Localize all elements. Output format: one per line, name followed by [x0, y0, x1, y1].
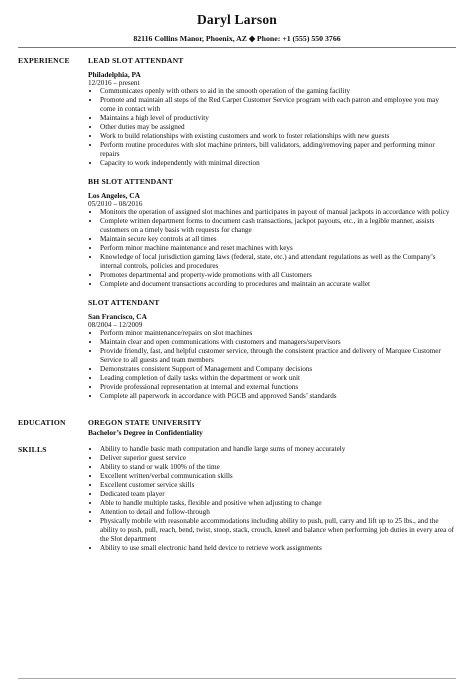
header-divider — [18, 47, 456, 48]
job-bullet: • Promotes departmental and property-wide promotions with all Customers — [100, 271, 456, 280]
section-title-education: EDUCATION — [18, 418, 66, 427]
education-school: OREGON STATE UNIVERSITY — [88, 418, 202, 427]
education-degree: Bachelor’s Degree in Confidentiality — [88, 428, 203, 437]
job-bullet: • Provide friendly, fast, and helpful customer service, through the consistent practice and delivery of Marquee Customer Service to all guests and team members — [100, 347, 456, 365]
skill-item: • Able to handle multiple tasks, flexible and positive when adjusting to change — [100, 499, 456, 508]
job-bullet: • Maintain clear and open communications with customers and managers/supervisors — [100, 338, 456, 347]
job-bullet: • Capacity to work independently with minimal direction — [100, 159, 456, 168]
job-bullet: • Demonstrates consistent Support of Management and Company decisions — [100, 365, 456, 374]
job-bullet: • Complete written department forms to document cash transactions, jackpot payouts, etc., in a legible manner, assists customers on a timely basis with requests for change — [100, 217, 456, 235]
contact-line: 82116 Collins Manor, Phoenix, AZ ◆ Phone: +1 (555) 550 3766 — [133, 34, 341, 43]
skills-list — [88, 445, 456, 553]
job-bullet-list — [88, 329, 456, 401]
job-bullet: • Other duties may be assigned — [100, 123, 456, 132]
skill-item: • Dedicated team player — [100, 490, 456, 499]
experience-section — [18, 56, 456, 410]
education-section — [18, 418, 456, 437]
job-dates: 05/2010 – 08/2016 — [88, 200, 143, 208]
job-title: SLOT ATTENDANT — [88, 298, 160, 307]
skill-item: • Ability to handle basic math computation and handle large sums of money accurately — [100, 445, 456, 454]
skill-item: • Physically mobile with reasonable accommodations including ability to push, pull, carry and lift up to 25 lbs., and the ability to push, pull, reach, bend, twist, stoop, stack, crouch, kneel and balance when performing job duties in every area of the Slot department — [100, 517, 456, 544]
footer-divider — [18, 678, 456, 679]
job-bullet: • Complete and document transactions according to procedures and maintain an accurate wallet — [100, 280, 456, 289]
section-title-skills: SKILLS — [18, 445, 47, 454]
job-bullet: • Monitors the operation of assigned slot machines and participates in payout of manual jackpots in accordance with policy — [100, 208, 456, 217]
job-location: San Francisco, CA — [88, 312, 147, 321]
job-entry — [88, 56, 456, 168]
job-bullet: • Perform minor maintenance/repairs on slot machines — [100, 329, 456, 338]
skill-item: • Deliver superior guest service — [100, 454, 456, 463]
job-dates: 08/2004 – 12/2009 — [88, 321, 143, 329]
job-bullet: • Work to build relationships with existing customers and work to foster relationships with new guests — [100, 132, 456, 141]
job-dates: 12/2016 – present — [88, 79, 140, 87]
job-title: BH SLOT ATTENDANT — [88, 177, 173, 186]
skill-item: • Ability to use small electronic hand held device to retrieve work assignments — [100, 544, 456, 553]
skills-body — [88, 445, 456, 553]
experience-body — [88, 56, 456, 410]
skill-item: • Attention to detail and follow-through — [100, 508, 456, 517]
job-bullet-list — [88, 208, 456, 289]
job-bullet: • Leading completion of daily tasks within the department or work unit — [100, 374, 456, 383]
job-bullet: • Perform minor machine maintenance and reset machines with keys — [100, 244, 456, 253]
job-bullet-list — [88, 87, 456, 168]
job-bullet: • Promote and maintain all steps of the Red Carpet Customer Service program with each patron and employee you may come in contact with — [100, 96, 456, 114]
skill-item: • Excellent written/verbal communication skills — [100, 472, 456, 481]
job-location: Philadelphia, PA — [88, 70, 141, 79]
skills-section — [18, 445, 456, 553]
skill-item: • Excellent customer service skills — [100, 481, 456, 490]
section-title-experience: EXPERIENCE — [18, 56, 70, 65]
job-entry — [88, 298, 456, 401]
education-body — [88, 418, 456, 437]
job-title: LEAD SLOT ATTENDANT — [88, 56, 184, 65]
job-bullet: • Complete all paperwork in accordance with PGCB and approved Sands’ standards — [100, 392, 456, 401]
candidate-name: Daryl Larson — [196, 12, 278, 27]
job-bullet: • Maintain secure key controls at all times — [100, 235, 456, 244]
job-location: Los Angeles, CA — [88, 191, 140, 200]
job-bullet: • Perform routine procedures with slot machine printers, bill validators, adding/removing paper and performing minor repairs — [100, 141, 456, 159]
job-bullet: • Communicates openly with others to aid in the smooth operation of the gaming facility — [100, 87, 456, 96]
job-bullet: • Maintains a high level of productivity — [100, 114, 456, 123]
job-entry — [88, 177, 456, 289]
skill-item: • Ability to stand or walk 100% of the time — [100, 463, 456, 472]
job-bullet: • Knowledge of local jurisdiction gaming laws (federal, state, etc.) and attendant regulations as well as the Company’s internal controls, policies and procedures — [100, 253, 456, 271]
job-bullet: • Provide professional representation at internal and external functions — [100, 383, 456, 392]
